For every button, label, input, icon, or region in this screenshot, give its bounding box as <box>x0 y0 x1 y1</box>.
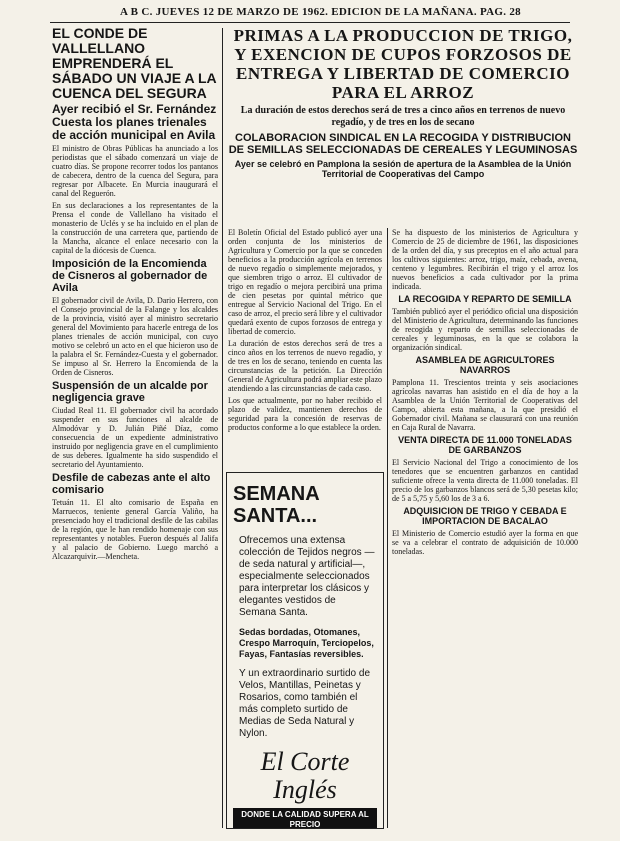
right-paragraph-3: Pamplona 11. Trescientos treinta y seis asociaciones agrícolas navarras han asistido en el día de hoy a la Asamblea de la Unión Territorial de Cooperativas del Campo, abierta esta mañana, a la que presidió el Gobernador civil. Mañana se clausurará con una reunión en Caja Rural de Navarra. <box>392 378 578 432</box>
column-rule-right <box>387 228 388 828</box>
right-headline-2: ASAMBLEA DE AGRICULTORES NAVARROS <box>415 355 555 375</box>
left-subhead: Ayer recibió el Sr. Fernández Cuesta los planes trienales de acción municipal en Avila <box>52 102 217 142</box>
right-column <box>392 228 578 828</box>
right-paragraph-4: El Servicio Nacional del Trigo a conocimiento de los tenedores que se encuentren garbanzos en cantidad suficiente ofrece la venta directa de 11.000 toneladas. El precio de los garbanzos blancos será de 5,30 pesetas kilo; de 5 a 5,75 y 5,60 los de 3 a 6. <box>392 458 578 503</box>
brand-logo: El Corte Inglés <box>260 747 350 804</box>
left-column <box>52 26 218 831</box>
advertisement-box <box>226 472 384 829</box>
center-paragraph-3: Los que actualmente, por no haber recibido el plazo de validez, mantienen derechos de seguridad para la concesión de reservas de productos conforme a lo que establece la orden. <box>228 396 382 432</box>
left-paragraph-4: Ciudad Real 11. El gobernador civil ha acordado suspender en sus funciones al alcalde de Almodóvar y D. Julián Piñé Díaz, como consecuencia de un expediente administrativo instruido por negligencia grave en el cumplimiento de sus deberes. Igualmente ha sido suspendido el secretario del Ayuntamiento. <box>52 406 218 469</box>
center-paragraph-1: El Boletín Oficial del Estado publicó ayer una orden conjunta de los ministerios de Agricultura y Comercio por la que se conceden beneficios a la producción agrícola en terrenos de nuevo regadío o simplemente mejorados, y que siembren trigo o arroz. El cultivador de trigo en regadío o mejora percibirá una prima de cien pesetas por quintal métrico que entregue al Servicio Nacional del Trigo. En el caso de arroz, el precio será libre y el cultivador quedará exento de cupos forzosos de entrega y libertad de comercio. <box>228 228 382 336</box>
right-paragraph-2: También publicó ayer el periódico oficial una disposición del Ministerio de Agricultura, determinando las funciones de recogida y reparto de semillas seleccionadas de cereales y leguminosas, en la que se colabora la organización sindical. <box>392 307 578 352</box>
left-paragraph-2: En sus declaraciones a los representantes de la Prensa el conde de Vallellano ha visitado el monasterio de Uclés y se ha incluido en el plan de la construcción de una carretera que, partiendo de la Mancha, alcance el enlace necesario con la capital de la diócesis de Cuenca. <box>52 201 218 255</box>
center-paragraph-2: La duración de estos derechos será de tres a cinco años en los terrenos de nuevo regadío, y de tres en los de secano, teniendo en cuenta las circunstancias de la petición. La Dirección General de Agricultura podrá ampliar este plazo atendiendo a las circunstancias de cada caso. <box>228 339 382 393</box>
page-header: A B C. JUEVES 12 DE MARZO DE 1962. EDICION DE LA MAÑANA. PAG. 28 <box>120 6 521 18</box>
left-paragraph-3: El gobernador civil de Avila, D. Dario Herrero, con el Consejo provincial de la Falange y los alcaldes de la provincia, visitó ayer al ministro secretario general del Movimiento para hacerle entrega de los planes trienales de acción municipal, con cuyo motivo se celebró un acto en el que hicieron uso de la palabra el Sr. Fernández-Cuesta y el gobernador. Se impuso al Sr. Herrero la Encomienda de la Orden de Cisneros. <box>52 296 218 377</box>
brand-slogan: DONDE LA CALIDAD SUPERA AL PRECIO <box>233 808 377 829</box>
center-body <box>228 228 382 464</box>
right-headline-4: ADQUISICION DE TRIGO Y CEBADA E IMPORTACION DE BACALAO <box>403 506 567 526</box>
center-small-head: Ayer se celebró en Pamplona la sesión de apertura de la Asamblea de la Unión Territorial de Cooperativas del Campo <box>234 159 572 179</box>
right-paragraph-1: Se ha dispuesto de los ministerios de Agricultura y Comercio de 25 de diciembre de 1961, las disposiciones de la orden del día, y sus preceptos en el año actual para los cultivos siguientes: arroz, trigo, maíz, cebada, avena, centeno y legumbres. Recibirán el trigo y el arroz los nuevos beneficios a cada cultivador por la prima indicada. <box>392 228 578 291</box>
column-rule-left <box>222 28 223 828</box>
left-headline-4: Desfile de cabezas ante el alto comisario <box>52 472 211 496</box>
left-paragraph-5: Tetuán 11. El alto comisario de España en Marruecos, teniente general García Valiño, ha presenciado hoy el tradicional desfile de las cabilas de la región, que le han rendido homenaje con sus representantes y notables. Fueron después al Jalifa y al palacio de Gobierno. Luego marchó a Alcazarquivir.—Mencheta. <box>52 498 218 561</box>
right-headline-1: LA RECOGIDA Y REPARTO DE SEMILLA <box>398 294 572 304</box>
right-headline-3: VENTA DIRECTA DE 11.000 TONELADAS DE GARBANZOS <box>398 435 572 455</box>
left-headline-2: Imposición de la Encomienda de Cisneros al gobernador de Avila <box>52 258 208 294</box>
center-headline: PRIMAS A LA PRODUCCION DE TRIGO, Y EXENCION DE CUPOS FORZOSOS DE ENTREGA Y LIBERTAD DE COMERCIO PARA EL ARROZ <box>233 26 573 102</box>
ad-tail: Y un extraordinario surtido de Velos, Mantillas, Peinetas y Rosarios, como también el más completo surtido de Medias de Seda Natural y Nylon. <box>239 668 371 739</box>
left-headline: EL CONDE DE VALLELLANO EMPRENDERÁ EL SÁBADO UN VIAJE A LA CUENCA DEL SEGURA <box>52 26 217 101</box>
ad-title: SEMANA SANTA... <box>233 483 319 527</box>
header-rule <box>50 22 570 23</box>
left-paragraph-1: El ministro de Obras Públicas ha anunciado a los periodistas que el sábado comenzará un viaje de cuatro días. Se propone recorrer todos los pantanos de cabecera, dentro de la cuenca del Segura, para regresar por Albacete. En Murcia inaugurará el canal del Reguerón. <box>52 144 218 198</box>
right-paragraph-5: El Ministerio de Comercio estudió ayer la forma en que se va a celebrar el contrato de adquisición de 10.000 toneladas. <box>392 529 578 556</box>
ad-body: Ofrecemos una extensa colección de Tejidos negros —de seda natural y artificial—, especialmente seleccionados para interpretar los clásicos y elegantes vestidos de Semana Santa. <box>239 535 375 618</box>
left-headline-3: Suspensión de un alcalde por negligencia grave <box>52 380 208 404</box>
center-section-head: COLABORACION SINDICAL EN LA RECOGIDA Y DISTRIBUCION DE SEMILLAS SELECCIONADAS DE CEREALES Y LEGUMINOSAS <box>228 132 578 156</box>
ad-fabrics: Sedas bordadas, Otomanes, Crespo Marroquín, Terciopelos, Fayas, Fantasías reversibles. <box>239 627 374 659</box>
center-lede: La duración de estos derechos será de tres a cinco años en terrenos de nuevo regadío, y de tres en los de secano <box>240 105 566 128</box>
